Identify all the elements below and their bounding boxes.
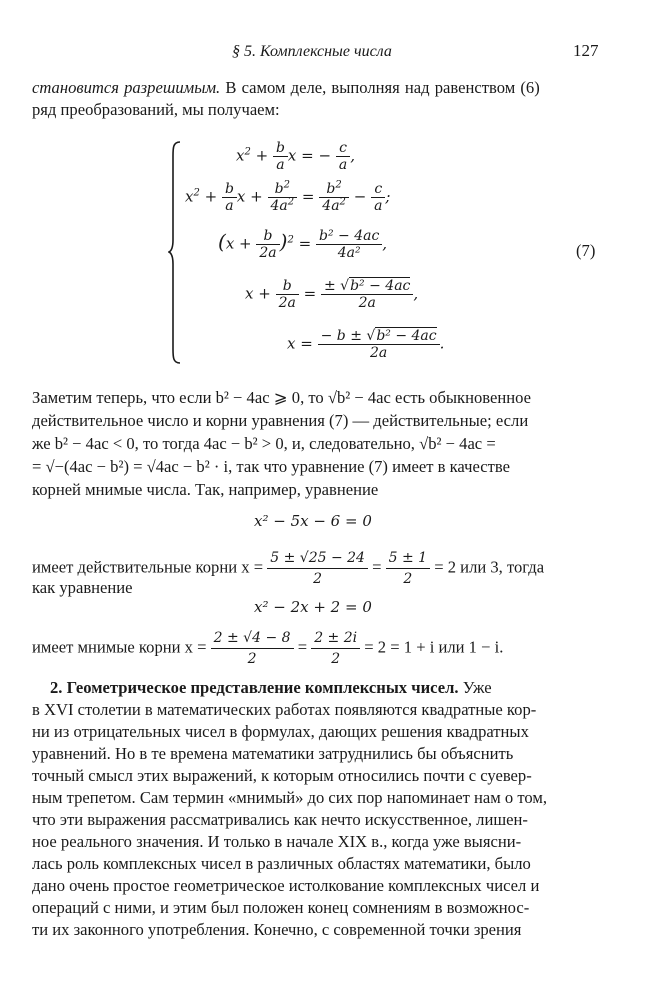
section-line-7: ное реального значения. И только в начале XIX в., когда уже выясни- (32, 832, 522, 851)
section-line-2: ни из отрицательных чисел в формулах, дающих решения квадратных (32, 722, 529, 741)
para1-line-4: = √−(4ac − b²) = √4ac − b² · i, так что уравнение (7) имеет в качестве (32, 457, 510, 476)
system-row-5: x = $\frac{\text{− b ± √b² − 4ac}}{2a}$ . (287, 328, 445, 361)
section-line-3: уравнений. Но в те времена математики затруднились бы объяснить (32, 744, 514, 763)
section-line-11: ти их законного употребления. Конечно, с современной точки зрения (32, 920, 522, 939)
section-line-5: ным трепетом. Сам термин «мнимый» до сих пор напоминает нам о том, (32, 788, 548, 807)
section-heading-line: 2. Геометрическое представление комплексных чисел. Уже (50, 678, 492, 697)
equation-label: (7) (576, 241, 596, 260)
section-line-1: в XVI столетии в математических работах появляются квадратные кор- (32, 700, 537, 719)
system-row-2: $x^2$ + $\frac{b}{a}$ x + $\frac{b^2}{4a^2}$ = $\frac{b^2}{4a^2}$ − $\frac{c}{a}$ ; (185, 179, 391, 214)
para3-line: имеет мнимые корни x = $\frac{2 \pm √4 - 8}{2}$ = $\frac{2 \pm 2i}{2}$ = 2 = 1 + i или 1 − i. (32, 630, 504, 667)
equation-1: x² − 5x − 6 = 0 (254, 512, 372, 530)
para2-line-1: имеет действительные корни x = $\frac{5 \pm √25 - 24}{2}$ = $\frac{5 \pm 1}{2}$ = 2 или 3, тогда (32, 550, 545, 587)
section-line-8: лась роль комплексных чисел в различных областях математики, было (32, 854, 531, 873)
para1-line-3: же b² − 4ac < 0, то тогда 4ac − b² > 0, и, следовательно, √b² − 4ac = (32, 434, 496, 453)
section-line-9: дано очень простое геометрическое истолкование комплексных чисел и (32, 876, 540, 895)
intro-italic: становится разрешимым. (32, 78, 221, 97)
system-brace (168, 140, 182, 365)
para1-line-5: корней мнимые числа. Так, например, уравнение (32, 480, 379, 499)
system-row-3: (x + $\frac{b}{2a}$ )$^2$ = $\frac{\text{b² − 4ac}}{\text{4a²}}$ , (218, 228, 388, 261)
section-line-4: точный смысл этих выражений, к которым относились почти с суевер- (32, 766, 532, 785)
section-line-10: операций с ними, и этим был положен конец сомнениям в возможнос- (32, 898, 530, 917)
intro-rest: В самом деле, выполняя над равенством (6) (225, 78, 540, 97)
system-row-1: $x^2$ + $\frac{b}{a}$ x = − $\frac{c}{a}$ , (236, 140, 355, 173)
running-title: § 5. Комплексные числа (232, 43, 392, 60)
para1-line-1: Заметим теперь, что если b² − 4ac ⩾ 0, то √b² − 4ac есть обыкновенное (32, 388, 532, 407)
intro-line-2: ряд преобразований, мы получаем: (32, 100, 280, 119)
para2-line-2: как уравнение (32, 578, 133, 597)
equation-2: x² − 2x + 2 = 0 (254, 598, 372, 616)
section-heading: 2. Геометрическое представление комплексных чисел. (50, 678, 459, 697)
section-line-6: что эти выражения рассматривались как нечто искусственное, лишен- (32, 810, 528, 829)
page-number: 127 (573, 41, 599, 60)
para1-line-2: действительное число и корни уравнения (7) — действительные; если (32, 411, 529, 430)
system-row-4: x + $\frac{b}{2a}$ = $\frac{\text{± √b² − 4ac}}{2a}$ , (245, 278, 419, 311)
intro-line-1 (32, 78, 540, 98)
